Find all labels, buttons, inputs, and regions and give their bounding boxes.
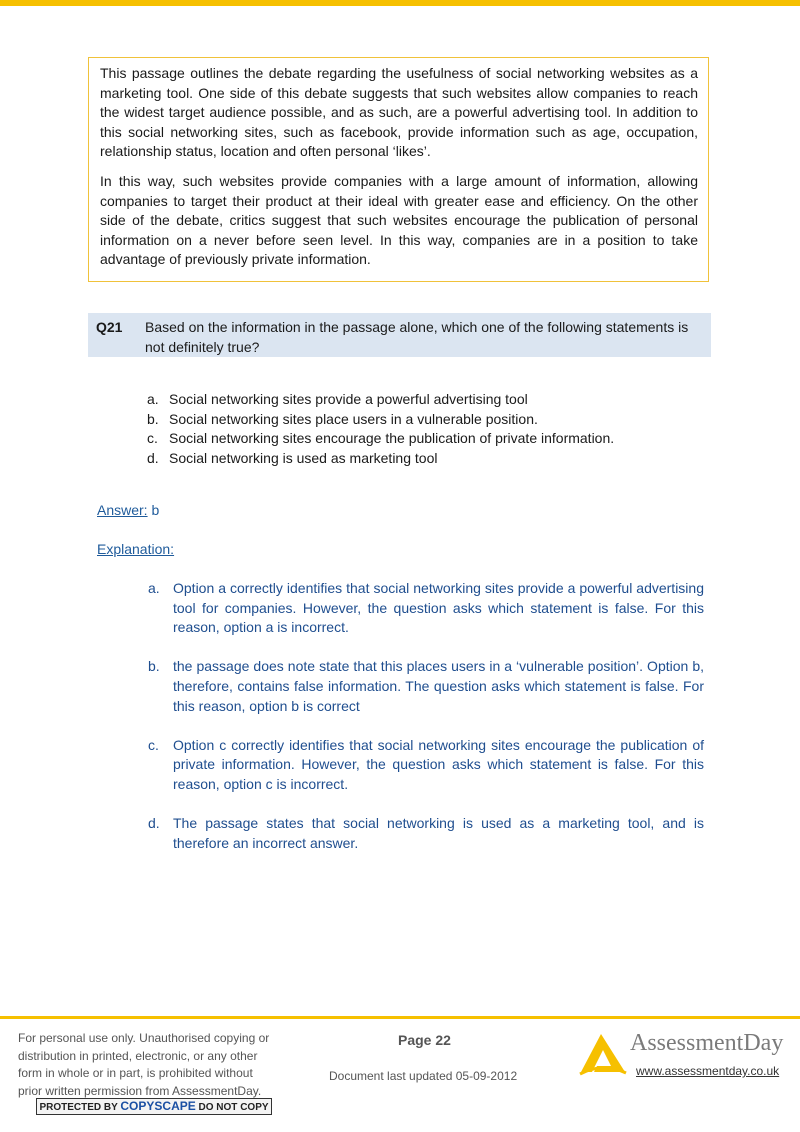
- notice-line: distribution in printed, electronic, or any other: [18, 1048, 258, 1063]
- explanation-text: Option a correctly identifies that social networking sites provide a powerful advertising tool for companies. However, the question asks which statement is false. For this reason, option a is incorrect.: [173, 580, 704, 636]
- explanation-text: The passage states that social networking is used as a marketing tool, and is therefore an incorrect answer.: [173, 815, 704, 851]
- explanation-letter: c.: [148, 736, 159, 753]
- explanation-text: the passage does note state that this places users in a ‘vulnerable position’. Option b, therefore, contains false information. The question asks which statement is false. For this reason, option b is correct: [173, 658, 704, 714]
- explanation-item-d: [148, 814, 704, 853]
- option-d: [147, 449, 614, 469]
- option-text: Social networking sites provide a powerful advertising tool: [169, 391, 528, 407]
- option-text: Social networking sites encourage the publication of private information.: [169, 430, 615, 447]
- notice-line: prior written permission from AssessmentDay.: [18, 1083, 262, 1098]
- explanation-list: [148, 579, 704, 873]
- notice-line: For personal use only. Unauthorised copying or: [18, 1031, 270, 1045]
- option-b: [147, 410, 614, 430]
- option-c: [147, 429, 614, 449]
- copyright-notice: [18, 1030, 288, 1100]
- copyscape-prefix: PROTECTED BY: [39, 1102, 118, 1113]
- page-number: Page 22: [398, 1032, 451, 1048]
- option-letter: d.: [147, 449, 159, 466]
- explanation-text: Option c correctly identifies that social networking sites encourage the publication of private information. However, the question asks which statement is false. For this reason, option c is incorrect.: [173, 736, 704, 792]
- option-letter: b.: [147, 410, 159, 427]
- copyscape-badge[interactable]: [36, 1098, 272, 1115]
- option-letter: c.: [147, 430, 158, 447]
- explanation-letter: b.: [148, 658, 160, 675]
- copyscape-brand: COPYSCAPE: [120, 1099, 196, 1113]
- top-accent-bar: [0, 0, 800, 6]
- assessmentday-logo-icon: [578, 1032, 628, 1076]
- document-updated: Document last updated 05-09-2012: [329, 1069, 518, 1083]
- answer-label: Answer:: [97, 502, 148, 518]
- explanation-letter: d.: [148, 815, 160, 832]
- explanation-item-b: [148, 657, 704, 716]
- question-box: [88, 313, 711, 357]
- brand-url-link[interactable]: www.assessmentday.co.uk: [636, 1064, 780, 1078]
- notice-line: form in whole or in part, is prohibited without: [18, 1066, 253, 1080]
- question-text: Based on the information in the passage alone, which one of the following statements is not definitely true?: [145, 319, 689, 355]
- answer-value: b: [151, 502, 160, 518]
- brand-name: AssessmentDay: [630, 1030, 784, 1056]
- passage-paragraph-1: This passage outlines the debate regarding the usefulness of social networking websites as a marketing tool. One side of this debate suggests that such websites allow companies to reach the widest target audience possible, and as such, are a powerful advertising tool. In addition to this social networking sites, such as facebook, provide information such as age, occupation, relationship status, location and often personal ‘likes’.: [100, 65, 698, 160]
- copyscape-suffix: DO NOT COPY: [198, 1102, 269, 1113]
- explanation-letter: a.: [148, 580, 160, 596]
- explanation-label: Explanation:: [97, 541, 175, 557]
- answer-line: [97, 501, 159, 521]
- option-letter: a.: [147, 391, 159, 407]
- option-text: Social networking sites place users in a vulnerable position.: [169, 410, 538, 427]
- passage-paragraph-2: In this way, such websites provide companies with a large amount of information, allowing companies to target their product at their ideal with greater ease and efficiency. On the other side of the debate, critics suggest that such websites encourage the publication of personal information on a never before seen level. In this way, companies are in a position to take advantage of previously private information.: [100, 172, 698, 268]
- explanation-item-c: [148, 736, 704, 795]
- question-number: Q21: [96, 319, 123, 335]
- option-text: Social networking is used as marketing tool: [169, 449, 438, 466]
- explanation-item-a: [148, 579, 704, 638]
- option-a: [147, 390, 614, 410]
- answer-options: [147, 390, 614, 468]
- passage-box: [88, 57, 709, 282]
- footer-accent-bar: [0, 1016, 800, 1019]
